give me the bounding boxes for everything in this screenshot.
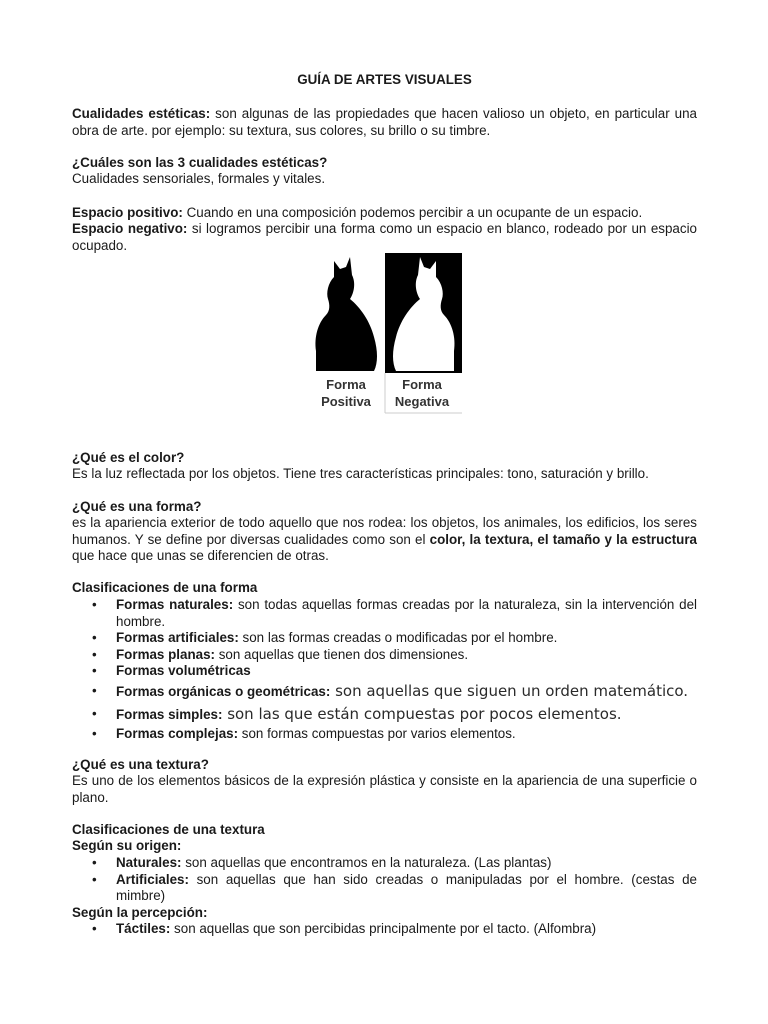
- bullet: •: [92, 725, 97, 741]
- forma-negativa-label-1: Forma: [402, 377, 442, 392]
- list-item-text: son aquellas que han sido creadas o manipuladas por el hombre. (cestas de mimbre): [116, 871, 697, 903]
- bullet: •: [92, 705, 97, 721]
- list-item: [72, 630, 697, 647]
- percepcion-list: [72, 921, 697, 938]
- q-forma-answer: [72, 515, 697, 565]
- bullet: •: [92, 682, 97, 698]
- q-color-question: ¿Qué es el color?: [72, 450, 185, 465]
- list-item: [72, 647, 697, 664]
- espacio-positivo-label: Espacio positivo:: [72, 205, 183, 220]
- forma-negativa-label-2: Negativa: [394, 394, 450, 409]
- cualidades-label: Cualidades estéticas:: [72, 106, 211, 121]
- list-item: [72, 680, 697, 703]
- list-item-text: son aquellas que siguen un orden matemático.: [330, 681, 689, 700]
- list-item-label: Formas artificiales:: [116, 630, 239, 645]
- list-item-text: son las que están compuestas por pocos elementos.: [222, 704, 622, 723]
- list-item-label: Formas planas:: [116, 646, 215, 662]
- list-item-label: Artificiales:: [116, 871, 189, 887]
- list-item-label: Táctiles:: [116, 921, 171, 936]
- list-item-text: son aquellas que encontramos en la naturaleza. (Las plantas): [181, 855, 552, 870]
- q-forma-answer-a: es la apariencia exterior de todo aquello que nos rodea: los objetos, los animales, los edificios, los seres humanos. Y se define por diversas cualidades como son el: [72, 515, 697, 547]
- list-item: [72, 855, 697, 872]
- bullet: •: [92, 597, 97, 612]
- forma-positiva-negativa-figure: [308, 253, 462, 415]
- origen-heading: Según su origen:: [72, 838, 182, 853]
- espacio-positivo-text: Cuando en una composición podemos percibir a un ocupante de un espacio.: [182, 205, 643, 220]
- clasif-textura-heading: Clasificaciones de una textura: [72, 822, 265, 837]
- list-item-label: Naturales:: [116, 855, 182, 870]
- forma-positiva-label-2: Positiva: [321, 394, 371, 409]
- espacio-negativo-label: Espacio negativo:: [72, 221, 188, 236]
- clasif-forma-list: [72, 597, 697, 742]
- list-item-label: Formas orgánicas o geométricas:: [116, 683, 331, 699]
- list-item-label: Formas volumétricas: [116, 663, 251, 678]
- list-item-label: Formas naturales:: [116, 597, 234, 612]
- list-item-text: son aquellas que tienen dos dimensiones.: [214, 646, 469, 662]
- list-item: [72, 663, 697, 680]
- origen-list: [72, 855, 697, 905]
- q-forma-answer-b: que hace que unas se diferencien de otras.: [72, 548, 329, 563]
- bullet: •: [92, 663, 97, 678]
- forma-positiva-label-1: Forma: [326, 377, 366, 392]
- cualidades-paragraph: [72, 106, 697, 139]
- page-title: GUÍA DE ARTES VISUALES: [297, 72, 472, 87]
- bullet: •: [92, 855, 97, 870]
- cat-silhouettes-image: [308, 253, 462, 415]
- q-forma-answer-bold: color, la textura, el tamaño y la estructura: [429, 531, 697, 547]
- list-item: [72, 872, 697, 905]
- list-item: [72, 726, 697, 743]
- percepcion-heading: Según la percepción:: [72, 905, 208, 920]
- q-textura-question: ¿Qué es una textura?: [72, 757, 209, 772]
- list-item-text: son formas compuestas por varios elementos.: [238, 725, 516, 741]
- list-item-text: son aquellas que son percibidas principalmente por el tacto. (Alfombra): [170, 921, 597, 936]
- q-color-answer: Es la luz reflectada por los objetos. Tiene tres características principales: tono, saturación y brillo.: [72, 466, 649, 481]
- cualidades-text: son algunas de las propiedades que hacen valioso un objeto, en particular una obra de arte. por ejemplo: su textura, sus colores, su brillo o su timbre.: [72, 106, 697, 138]
- list-item: [72, 597, 697, 630]
- list-item: [72, 703, 697, 726]
- list-item: [72, 921, 697, 938]
- q-cualidades-question: ¿Cuáles son las 3 cualidades estéticas?: [72, 155, 328, 170]
- q-textura-answer: Es uno de los elementos básicos de la expresión plástica y consiste en la apariencia de una superficie o plano.: [72, 773, 697, 805]
- bullet: •: [92, 646, 97, 662]
- espacio-negativo-text: si logramos percibir una forma como un espacio en blanco, rodeado por un espacio ocupado.: [72, 221, 697, 253]
- list-item-label: Formas complejas:: [116, 725, 239, 741]
- bullet: •: [92, 630, 97, 645]
- list-item-text: son las formas creadas o modificadas por el hombre.: [238, 630, 558, 645]
- q-cualidades-answer: Cualidades sensoriales, formales y vitales.: [72, 171, 326, 186]
- espacio-negativo-paragraph: [72, 221, 697, 254]
- list-item-text: son todas aquellas formas creadas por la naturaleza, sin la intervención del hombre.: [116, 597, 697, 629]
- clasif-forma-heading: Clasificaciones de una forma: [72, 580, 258, 595]
- bullet: •: [92, 871, 97, 887]
- bullet: •: [92, 921, 97, 936]
- espacio-positivo-paragraph: [72, 205, 697, 222]
- q-forma-question: ¿Qué es una forma?: [72, 499, 202, 514]
- list-item-label: Formas simples:: [116, 706, 223, 722]
